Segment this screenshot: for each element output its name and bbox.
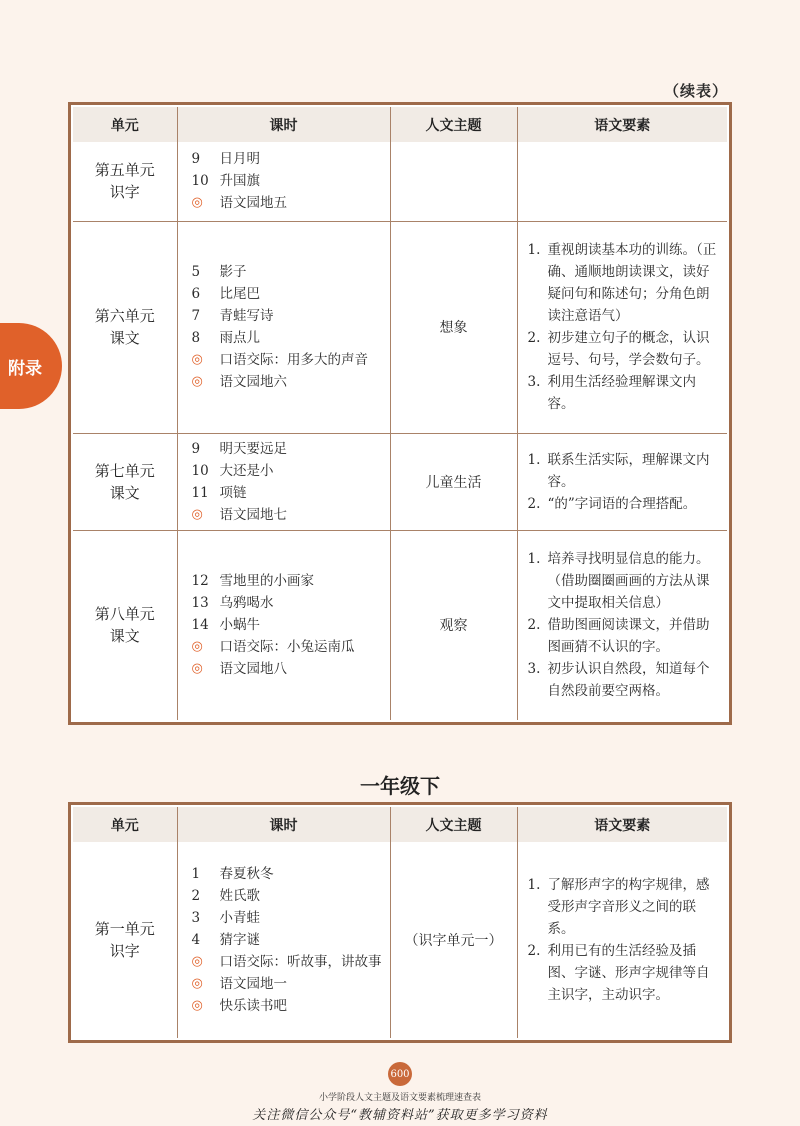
lesson-item (192, 504, 384, 526)
lesson-title: 明天要远足 (219, 440, 287, 457)
lesson-title: 升国旗 (219, 173, 260, 190)
unit-cell (73, 221, 177, 433)
table-row (73, 433, 727, 530)
lessons-cell (177, 842, 390, 1038)
elements-cell (517, 530, 727, 720)
lesson-title: 日月明 (219, 151, 260, 168)
element-text: 利用生活经验理解课文内容。 (547, 374, 696, 412)
lesson-title: 姓氏歌 (219, 888, 260, 904)
lesson-item (192, 929, 384, 951)
lesson-title: 影子 (219, 264, 247, 280)
lessons-cell (177, 142, 390, 221)
lesson-title: 春夏秋冬 (219, 866, 274, 882)
lesson-item (192, 349, 384, 371)
elements-cell (517, 433, 727, 530)
circle-bullet-icon: ◎ (191, 195, 203, 211)
lesson-title: 项链 (219, 484, 247, 501)
element-item (528, 658, 720, 702)
circle-bullet-icon: ◎ (191, 506, 203, 522)
element-item (528, 548, 720, 614)
lesson-item (192, 283, 384, 305)
table-row (73, 142, 727, 221)
circle-bullet-icon: ◎ (191, 352, 203, 367)
element-number: 1. (527, 877, 541, 893)
lesson-number: 8 (191, 330, 201, 346)
lesson-number: 1 (191, 866, 201, 882)
elements-cell (517, 221, 727, 433)
circle-bullet-icon: ◎ (191, 639, 203, 655)
lesson-title: 快乐读书吧 (219, 998, 287, 1014)
lesson-title: 猜字谜 (219, 932, 260, 948)
element-number: 1. (527, 451, 541, 468)
lesson-number: 12 (191, 573, 209, 590)
element-number: 3. (527, 374, 541, 390)
elements-cell (517, 142, 727, 221)
lesson-title: 语文园地五 (219, 195, 287, 212)
lesson-title: 乌鸦喝水 (219, 595, 274, 612)
lessons-cell (177, 530, 390, 720)
lessons-cell (177, 433, 390, 530)
unit-name: 第七单元 (94, 461, 155, 480)
unit-name: 第一单元 (94, 920, 155, 938)
theme-cell: （识字单元一） (390, 842, 517, 1038)
lesson-number: 9 (191, 151, 201, 168)
header-elements: 语文要素 (517, 807, 727, 842)
unit-type: 识字 (109, 183, 140, 202)
lesson-number: 14 (191, 617, 209, 634)
element-text: “的”字词语的合理搭配。 (547, 495, 697, 512)
table-grade1-lower (68, 802, 732, 1043)
header-theme: 人文主题 (390, 807, 517, 842)
unit-type: 识字 (109, 942, 140, 960)
unit-type: 课文 (109, 483, 140, 502)
appendix-side-tab: 附录 (0, 323, 62, 409)
unit-cell (73, 142, 177, 221)
continued-label: （续表） (663, 82, 728, 100)
lesson-title: 大还是小 (219, 462, 274, 479)
circle-bullet-icon: ◎ (191, 661, 203, 677)
lesson-item (192, 482, 384, 504)
lesson-item (192, 592, 384, 614)
lesson-item (192, 327, 384, 349)
element-text: 了解形声字的构字规律，感受形声字音形义之间的联系。 (547, 877, 710, 937)
header-lessons: 课时 (177, 807, 390, 842)
lesson-number: 9 (191, 440, 201, 457)
lesson-title: 口语交际：用多大的声音 (219, 352, 368, 368)
lesson-item (192, 636, 384, 658)
unit-type: 课文 (109, 329, 140, 347)
header-unit: 单元 (73, 807, 177, 842)
lesson-number: 10 (191, 462, 209, 479)
lessons-cell (177, 221, 390, 433)
circle-bullet-icon: ◎ (191, 998, 203, 1013)
lesson-number: 10 (191, 173, 209, 190)
lesson-item (192, 658, 384, 680)
element-number: 2. (527, 495, 541, 512)
theme-cell (390, 142, 517, 221)
lesson-title: 比尾巴 (219, 286, 260, 302)
element-number: 2. (527, 943, 541, 959)
header-theme: 人文主题 (390, 107, 517, 142)
lesson-number: 6 (191, 286, 201, 302)
lesson-title: 语文园地八 (219, 661, 287, 678)
unit-name: 第五单元 (94, 161, 155, 180)
lesson-title: 小蜗牛 (219, 617, 260, 634)
lesson-number: 2 (191, 888, 201, 904)
element-number: 2. (527, 617, 541, 634)
lesson-title: 雪地里的小画家 (219, 573, 314, 590)
unit-name: 第八单元 (94, 605, 155, 624)
lesson-title: 语文园地七 (219, 506, 287, 523)
lesson-title: 小青蛙 (219, 910, 260, 926)
lesson-item (192, 885, 384, 907)
lesson-item (192, 148, 384, 170)
element-text: 培养寻找明显信息的能力。（借助圈圈画画的方法从课文中提取相关信息） (547, 551, 710, 612)
lesson-title: 口语交际：听故事，讲故事 (219, 954, 382, 970)
lesson-item (192, 973, 384, 995)
lesson-item (192, 261, 384, 283)
element-item (528, 940, 720, 1006)
element-item (528, 239, 720, 327)
theme-cell: 想象 (390, 221, 517, 433)
lesson-number: 4 (191, 932, 201, 948)
element-text: 利用已有的生活经验及插图、字谜、形声字规律等自主识字，主动识字。 (547, 943, 710, 1003)
table-row (73, 530, 727, 720)
element-text: 借助图画阅读课文，并借助图画猜不认识的字。 (547, 617, 710, 656)
lesson-item (192, 907, 384, 929)
lesson-item (192, 951, 384, 973)
circle-bullet-icon: ◎ (191, 954, 203, 969)
lesson-item (192, 460, 384, 482)
element-item (528, 371, 720, 415)
element-number: 1. (527, 551, 541, 568)
theme-cell: 观察 (390, 530, 517, 720)
lesson-item (192, 192, 384, 214)
element-item (528, 493, 720, 515)
unit-name: 第六单元 (94, 307, 155, 325)
lesson-title: 雨点儿 (219, 330, 260, 346)
header-unit: 单元 (73, 107, 177, 142)
unit-cell (73, 842, 177, 1038)
lesson-item (192, 570, 384, 592)
element-item (528, 327, 720, 371)
lesson-item (192, 371, 384, 393)
element-item (528, 614, 720, 658)
lesson-item (192, 995, 384, 1017)
element-item (528, 874, 720, 940)
lesson-number: 7 (191, 308, 201, 324)
unit-type: 课文 (109, 627, 140, 646)
footer-doc-title: 小学阶段人文主题及语文要素梳理速查表 (318, 1093, 481, 1103)
element-number: 2. (527, 330, 541, 346)
table-grade1-upper (68, 102, 732, 725)
lesson-number: 3 (191, 910, 201, 926)
page-number: 600 (388, 1062, 412, 1086)
lesson-item (192, 170, 384, 192)
lesson-item (192, 438, 384, 460)
element-number: 3. (527, 661, 541, 678)
lesson-item (192, 614, 384, 636)
header-lessons: 课时 (177, 107, 390, 142)
lesson-title: 青蛙写诗 (219, 308, 274, 324)
lesson-item (192, 305, 384, 327)
element-text: 重视朗读基本功的训练。（正确、通顺地朗读课文，读好疑问句和陈述句；分角色朗读注意语气） (547, 242, 717, 324)
lesson-number: 13 (191, 595, 209, 612)
table-row (73, 842, 727, 1038)
lesson-title: 语文园地一 (219, 976, 287, 992)
element-text: 联系生活实际，理解课文内容。 (547, 451, 710, 490)
lesson-number: 5 (191, 264, 201, 280)
lesson-title: 语文园地六 (219, 374, 287, 390)
element-text: 初步建立句子的概念，认识逗号、句号，学会数句子。 (547, 330, 710, 368)
unit-cell (73, 433, 177, 530)
unit-cell (73, 530, 177, 720)
table-row (73, 221, 727, 433)
element-text: 初步认识自然段，知道每个自然段前要空两格。 (547, 661, 710, 700)
element-number: 1. (527, 242, 541, 258)
section-title: 一年级下 (360, 774, 440, 798)
elements-cell (517, 842, 727, 1038)
header-elements: 语文要素 (517, 107, 727, 142)
footer-watermark: 关注微信公众号“教辅资料站”获取更多学习资料 (252, 1108, 548, 1123)
lesson-item (192, 863, 384, 885)
circle-bullet-icon: ◎ (191, 374, 203, 389)
lesson-title: 口语交际：小兔运南瓜 (219, 639, 355, 656)
lesson-number: 11 (191, 484, 209, 501)
element-item (528, 449, 720, 493)
circle-bullet-icon: ◎ (191, 976, 203, 991)
theme-cell: 儿童生活 (390, 433, 517, 530)
